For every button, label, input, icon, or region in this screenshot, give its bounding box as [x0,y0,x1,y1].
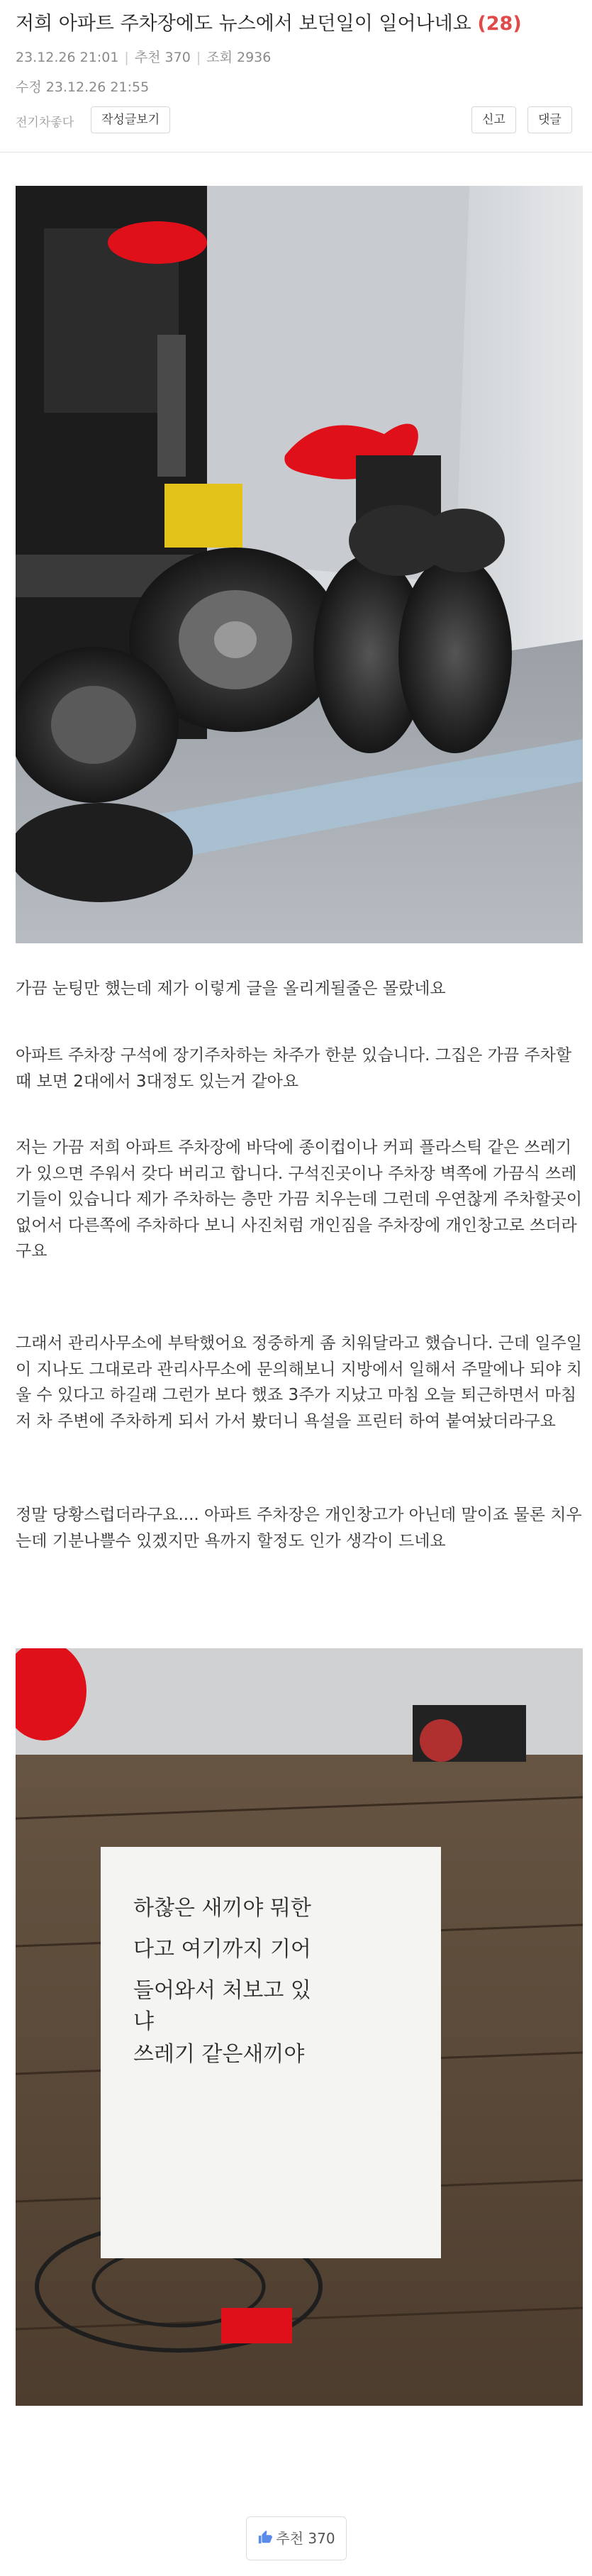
note-line-1: 하찮은 새끼야 뭐한 [133,1896,311,1921]
paragraph-2: 아파트 주차장 구석에 장기주차하는 차주가 한분 있습니다. 그집은 가끔 주차할때 보면 2대에서 3대정도 있는거 같아요 [16,1046,572,1091]
note-line-5: 쓰레기 같은새끼야 [133,2042,305,2067]
views-meta: 조회 2936 [206,50,272,65]
thumbs-up-icon [257,2519,273,2561]
author-posts-button[interactable]: 작성글보기 [91,106,170,133]
modified-date: 수정 23.12.26 21:55 [16,79,150,95]
comment-count[interactable]: (28) [477,13,522,35]
paragraph-5: 정말 당황스럽더라구요.... 아파트 주차장은 개인창고가 아닌데 말이죠 물론 치우는데 기분나쁠수 있겠지만 욕까지 할정도 인가 생각이 드네요 [16,1506,582,1550]
recommend-count: 370 [308,2530,335,2547]
paragraph-4: 그래서 관리사무소에 부탁했어요 정중하게 좀 치워달라고 했습니다. 근데 일주일이 지나도 그대로라 관리사무소에 문의해보니 지방에서 일해서 주말에나 되야 치울 수 있다고 하길래 그런가 보다 했죠 3주가 지났고 마침 오늘 퇴근하면서 마침 저 차 주변에 주차하게 되서 가서 봤더니 욕설을 프린터 하여 붙여놨더라구요 [16,1334,582,1431]
action-row [16,106,579,135]
censor-blot-1 [108,221,207,264]
post-title [16,10,576,38]
post-title-text: 저희 아파트 주차장에도 뉴스에서 보던일이 일어나네요 [16,13,471,35]
note-line-2: 다고 여기까지 기어 [133,1937,311,1962]
author-nickname[interactable]: 전기차좋다 [16,116,74,130]
post-date: 23.12.26 21:01 [16,50,119,65]
modified-meta [16,77,149,96]
report-button[interactable]: 신고 [471,106,516,133]
note-line-3: 들어와서 처보고 있 [133,1978,311,2003]
paragraph-3: 저는 가끔 저희 아파트 주차장에 바닥에 종이컵이나 커피 플라스틱 같은 쓰레기가 있으면 주워서 갖다 버리고 합니다. 구석진곳이나 주차장 벽쪽에 가끔식 쓰레기들이 있습니다 제가 주차하는 층만 가끔 치우는데 그런데 우연찮게 주차할곳이 없어서 다른쪽에 주차하다 보니 사진처럼 개인짐을 주차장에 개인창고로 쓰더라구요 [16,1138,582,1260]
comment-button[interactable]: 댓글 [527,106,572,133]
recommend-meta: 추천 370 [134,50,191,65]
post-meta: 23.12.26 21:01 | 추천 370 | 조회 2936 [16,50,272,65]
recommend-label: 추천 [276,2530,304,2547]
parking-tires-photo [16,186,583,943]
note-line-4: 냐 [133,2009,154,2034]
recommend-button[interactable] [246,2516,347,2560]
insult-note-photo [16,1648,583,2406]
paragraph-1: 가끔 눈팅만 했는데 제가 이렇게 글을 올리게될줄은 몰랐네요 [16,979,446,998]
